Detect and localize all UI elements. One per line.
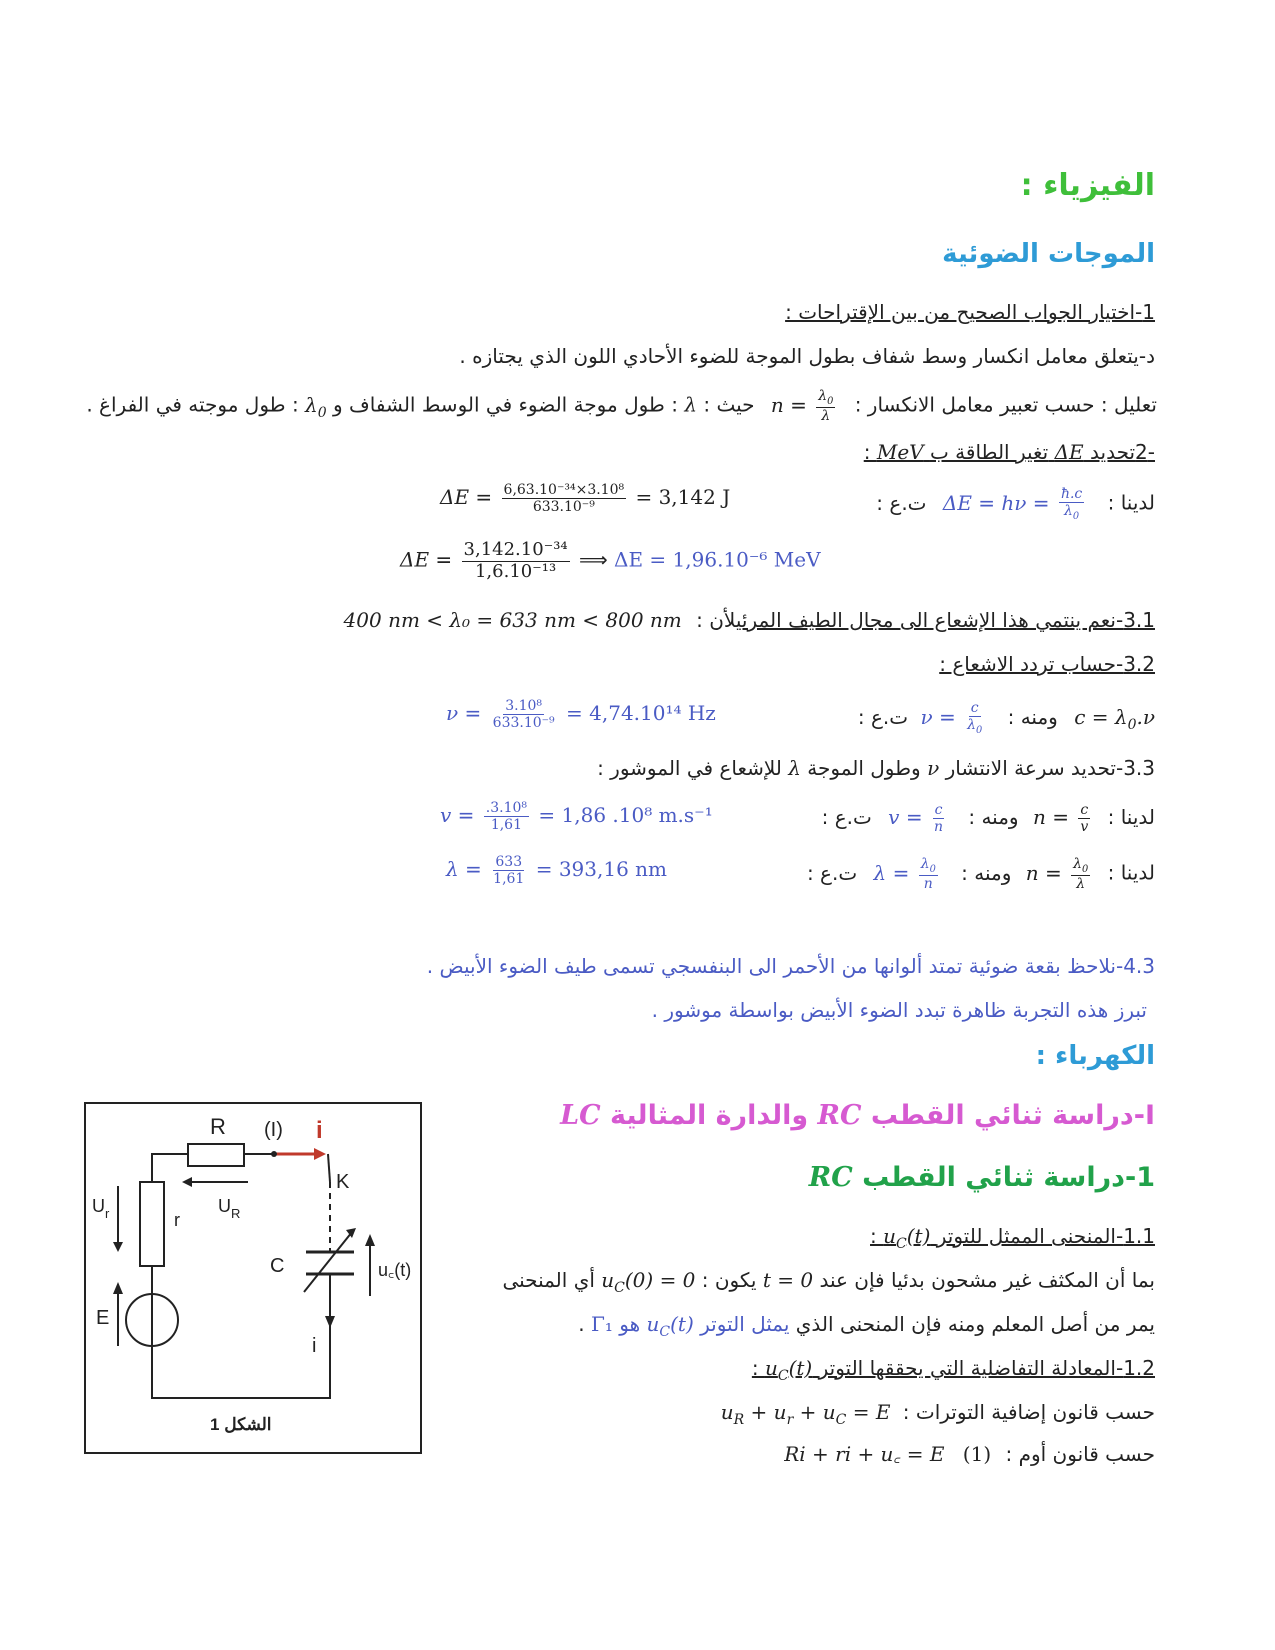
label-uc: u꜀(t) (378, 1260, 412, 1280)
q2-calc-1: ΔE = $\frac{\text{6,63.10⁻³⁴×3.10⁸}}{\text{633.10⁻⁹}}$ = 3,142 J (440, 482, 731, 516)
q1-reason: تعليل : حسب تعبير معامل الانكسار : n = $\frac{\lambda_0}{\lambda}$ حيث : λ : طول موجة الضوء في الوسط الشفاف و $\lambda_0$ : طول موجته في الفراغ . (86, 388, 1157, 425)
part1-title: I-دراسة ثنائي القطب RC والدارة المثالية LC (560, 1100, 1155, 1131)
q33-v-given: لدينا : n = $\frac{c}{v}$ ومنه : v = $\frac{c}{n}$ ت.ع : (821, 802, 1155, 836)
q32-calc: ν = $\frac{\text{3.10⁸}}{\text{633.10⁻⁹}}$ = 4,74.10¹⁴ Hz (446, 698, 716, 732)
light-waves-title: الموجات الضوئية (942, 239, 1155, 269)
q12-ohm: حسب قانون أوم : (1) Ri + ri + u꜀ = E (784, 1442, 1155, 1466)
q11-line1: بما أن المكثف غير مشحون بدئيا فإن عند t = 0 يكون : $u_C(0) = 0$ أي المنحنى (502, 1268, 1155, 1296)
label-current: i (316, 1117, 323, 1144)
q2-calc-2: ΔE = $\frac{\text{3,142.10⁻³⁴}}{\text{1,6.10⁻¹³}}$ ⟹ ΔE = 1,96.10⁻⁶ MeV (400, 539, 821, 582)
q33-v-calc: v = $\frac{\text{.3.10⁸}}{1,61}$ = 1,86 .10⁸ m.s⁻¹ (440, 800, 713, 834)
q33-lambda-calc: λ = $\frac{633}{1,61}$ = 393,16 nm (446, 854, 668, 888)
electricity-title: الكهرباء : (1035, 1041, 1155, 1071)
label-ur-small: $U_r$ (92, 1196, 110, 1221)
label-i-bottom: i (312, 1335, 317, 1357)
label-r-big: R (210, 1114, 226, 1139)
q43-line2: تبرز هذه التجربة ظاهرة تبدد الضوء الأبيض بواسطة موشور . (651, 998, 1147, 1022)
q2-heading: -2تحديد ΔE تغير الطاقة ب MeV : (863, 440, 1155, 464)
q31-line: 3.1-نعم ينتمي هذا الإشعاع الى مجال الطيف المرئيلأن : 400 nm < λ₀ = 633 nm < 800 nm (343, 608, 1155, 632)
q33-lambda-given: لدينا : n = $\frac{\lambda_0}{\lambda}$ ومنه : λ = $\frac{\lambda_0}{n}$ ت.ع : (806, 856, 1155, 893)
q32-given: $c = \lambda_0.\nu$ ومنه : ν = $\frac{c}{\lambda_0}$ ت.ع : (857, 700, 1155, 736)
q2-given: لدينا : ΔE = hν = $\frac{ħ.c}{\lambda_0}$ ت.ع : (876, 486, 1155, 522)
label-e: E (96, 1307, 110, 1329)
q43-line1: 4.3-نلاحظ بقعة ضوئية تمتد ألوانها من الأحمر الى البنفسجي تسمى طيف الضوء الأبيض . (426, 954, 1155, 978)
resistor-r-small (140, 1182, 164, 1266)
node-i (271, 1151, 277, 1157)
q1-heading: 1-اختيار الجواب الصحيح من بين الإقتراحات : (785, 300, 1155, 324)
q11-heading: 1.1-المنحنى الممثل للتوتر $u_C(t)$ : (870, 1224, 1155, 1252)
rc-circuit-diagram (84, 1102, 422, 1454)
label-ur-big: $U_R$ (218, 1196, 241, 1221)
q11-line2: يمر من أصل المعلم ومنه فإن المنحنى الذي يمثل التوتر $u_C(t)$ هو Γ₁ . (578, 1312, 1155, 1340)
label-r-small: r (174, 1210, 180, 1230)
circuit-figure (84, 1102, 422, 1454)
figure-caption: الشكل 1 (210, 1415, 272, 1434)
physics-title: الفيزياء : (1020, 168, 1155, 203)
label-k: K (336, 1171, 350, 1193)
q12-heading: 1.2-المعادلة التفاضلية التي يحققها التوتر $u_C(t)$ : (751, 1356, 1155, 1384)
q12-kvl: حسب قانون إضافية التوترات : $u_R + u_r + u_C = E$ (720, 1400, 1155, 1428)
label-node: (I) (264, 1119, 283, 1141)
q32-heading: 3.2-حساب تردد الاشعاع : (939, 652, 1155, 676)
label-c: C (270, 1255, 285, 1277)
rc-study-title: 1-دراسة ثنائي القطب RC (808, 1162, 1155, 1193)
q1-answer: د-يتعلق معامل انكسار وسط شفاف بطول الموجة للضوء الأحادي اللون الذي يجتازه . (459, 344, 1155, 368)
resistor-r-big (188, 1144, 244, 1166)
q33-heading: 3.3-تحديد سرعة الانتشار ν وطول الموجة λ للإشعاع في الموشور : (597, 756, 1155, 780)
